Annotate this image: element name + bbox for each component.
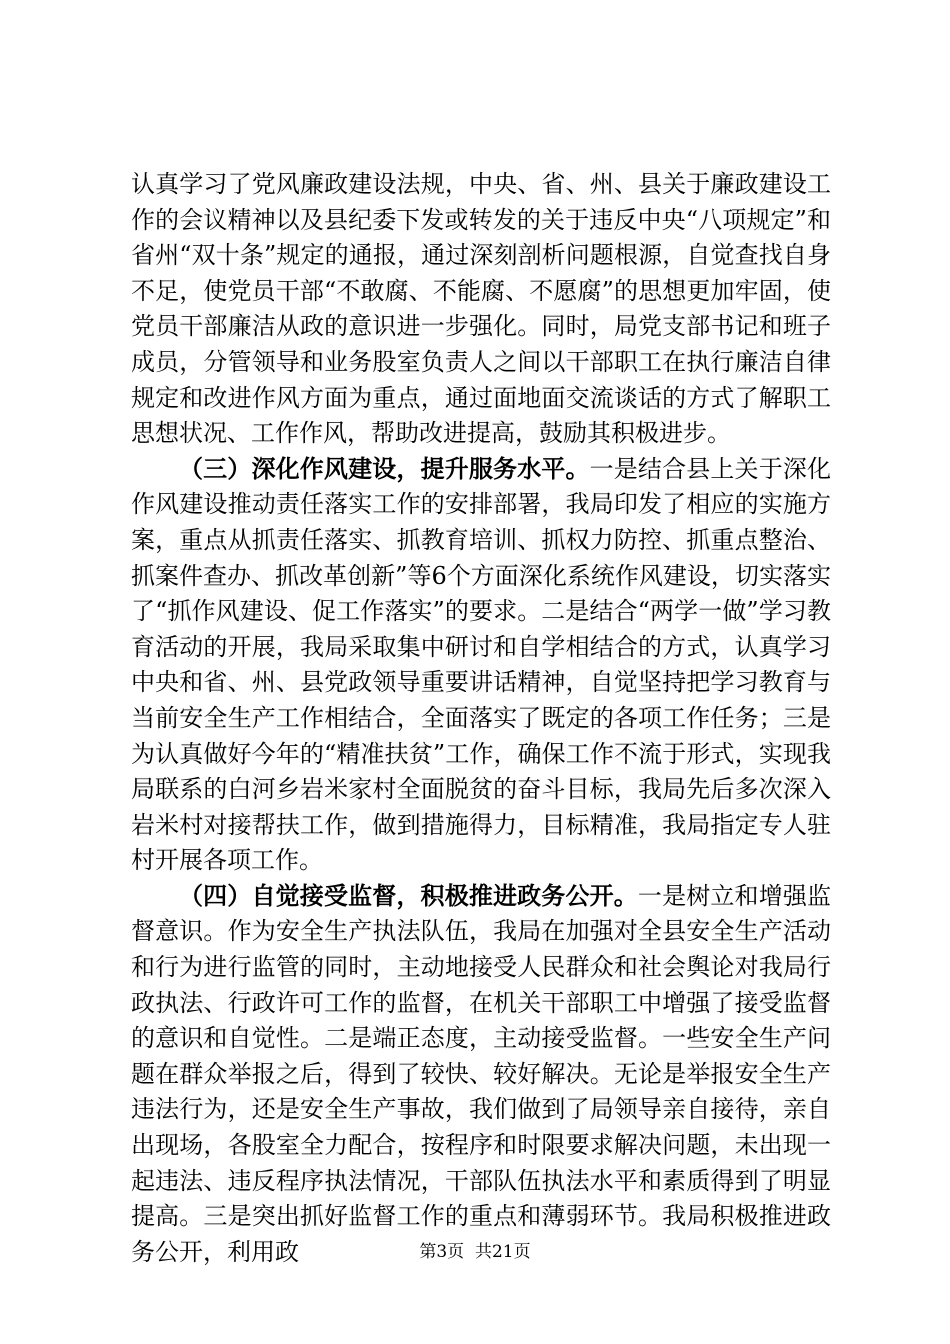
paragraph-text: 一是树立和增强监督意识。作为安全生产执法队伍，我局在加强对全县安全生产活动和行为进行监管的同时，主动地接受人民群众和社会舆论对我局行政执法、行政许可工作的监督，在机关干部职工中增强了接受监督的意识和自觉性。二是端正态度，主动接受监督。一些安全生产问题在群众举报之后，得到了较快、较好解决。无论是举报安全生产违法行为，还是安全生产事故，我们做到了局领导亲自接待，亲自出现场，各股室全力配合，按程序和时限要求解决问题，未出现一起违法、违反程序执法情况，干部队伍执法水平和素质得到了明显提高。三是突出抓好监督工作的重点和薄弱环节。我局积极推进政务公开，利用政: [131, 881, 831, 1266]
section-heading: （四）自觉接受监督，积极推进政务公开。: [179, 881, 638, 910]
paragraph-section-3: [131, 452, 831, 879]
paragraph-text: 一是结合县上关于深化作风建设推动责任落实工作的安排部署，我局印发了相应的实施方案，重点从抓责任落实、抓教育培训、抓权力防控、抓重点整治、抓案件查办、抓改革创新”等6个方面深化系统作风建设，切实落实了“抓作风建设、促工作落实”的要求。二是结合“两学一做”学习教育活动的开展，我局采取集中研讨和自学相结合的方式，认真学习中央和省、州、县党政领导重要讲话精神，自觉坚持把学习教育与当前安全生产工作相结合，全面落实了既定的各项工作任务；三是为认真做好今年的“精准扶贫”工作，确保工作不流于形式，实现我局联系的白河乡岩米家村全面脱贫的奋斗目标，我局先后多次深入岩米村对接帮扶工作，做到措施得力，目标精准，我局指定专人驻村开展各项工作。: [131, 454, 832, 875]
paragraph-text: 认真学习了党风廉政建设法规，中央、省、州、县关于廉政建设工作的会议精神以及县纪委下发或转发的关于违反中央“八项规定”和省州“双十条”规定的通报，通过深刻剖析问题根源，自觉查找自身不足，使党员干部“不敢腐、不能腐、不愿腐”的思想更加牢固，使党员干部廉洁从政的意识进一步强化。同时，局党支部书记和班子成员，分管领导和业务股室负责人之间以干部职工在执行廉洁自律规定和改进作风方面为重点，通过面地面交流谈话的方式了解职工思想状况、工作作风，帮助改进提高，鼓励其积极进步。: [131, 170, 831, 448]
paragraph-continuation: [131, 167, 831, 452]
document-body: [131, 167, 831, 1270]
section-heading: （三）深化作风建设，提升服务水平。: [179, 454, 590, 483]
page-number-footer: 第3页 共21页: [419, 1242, 531, 1262]
paragraph-section-4: [131, 879, 831, 1271]
